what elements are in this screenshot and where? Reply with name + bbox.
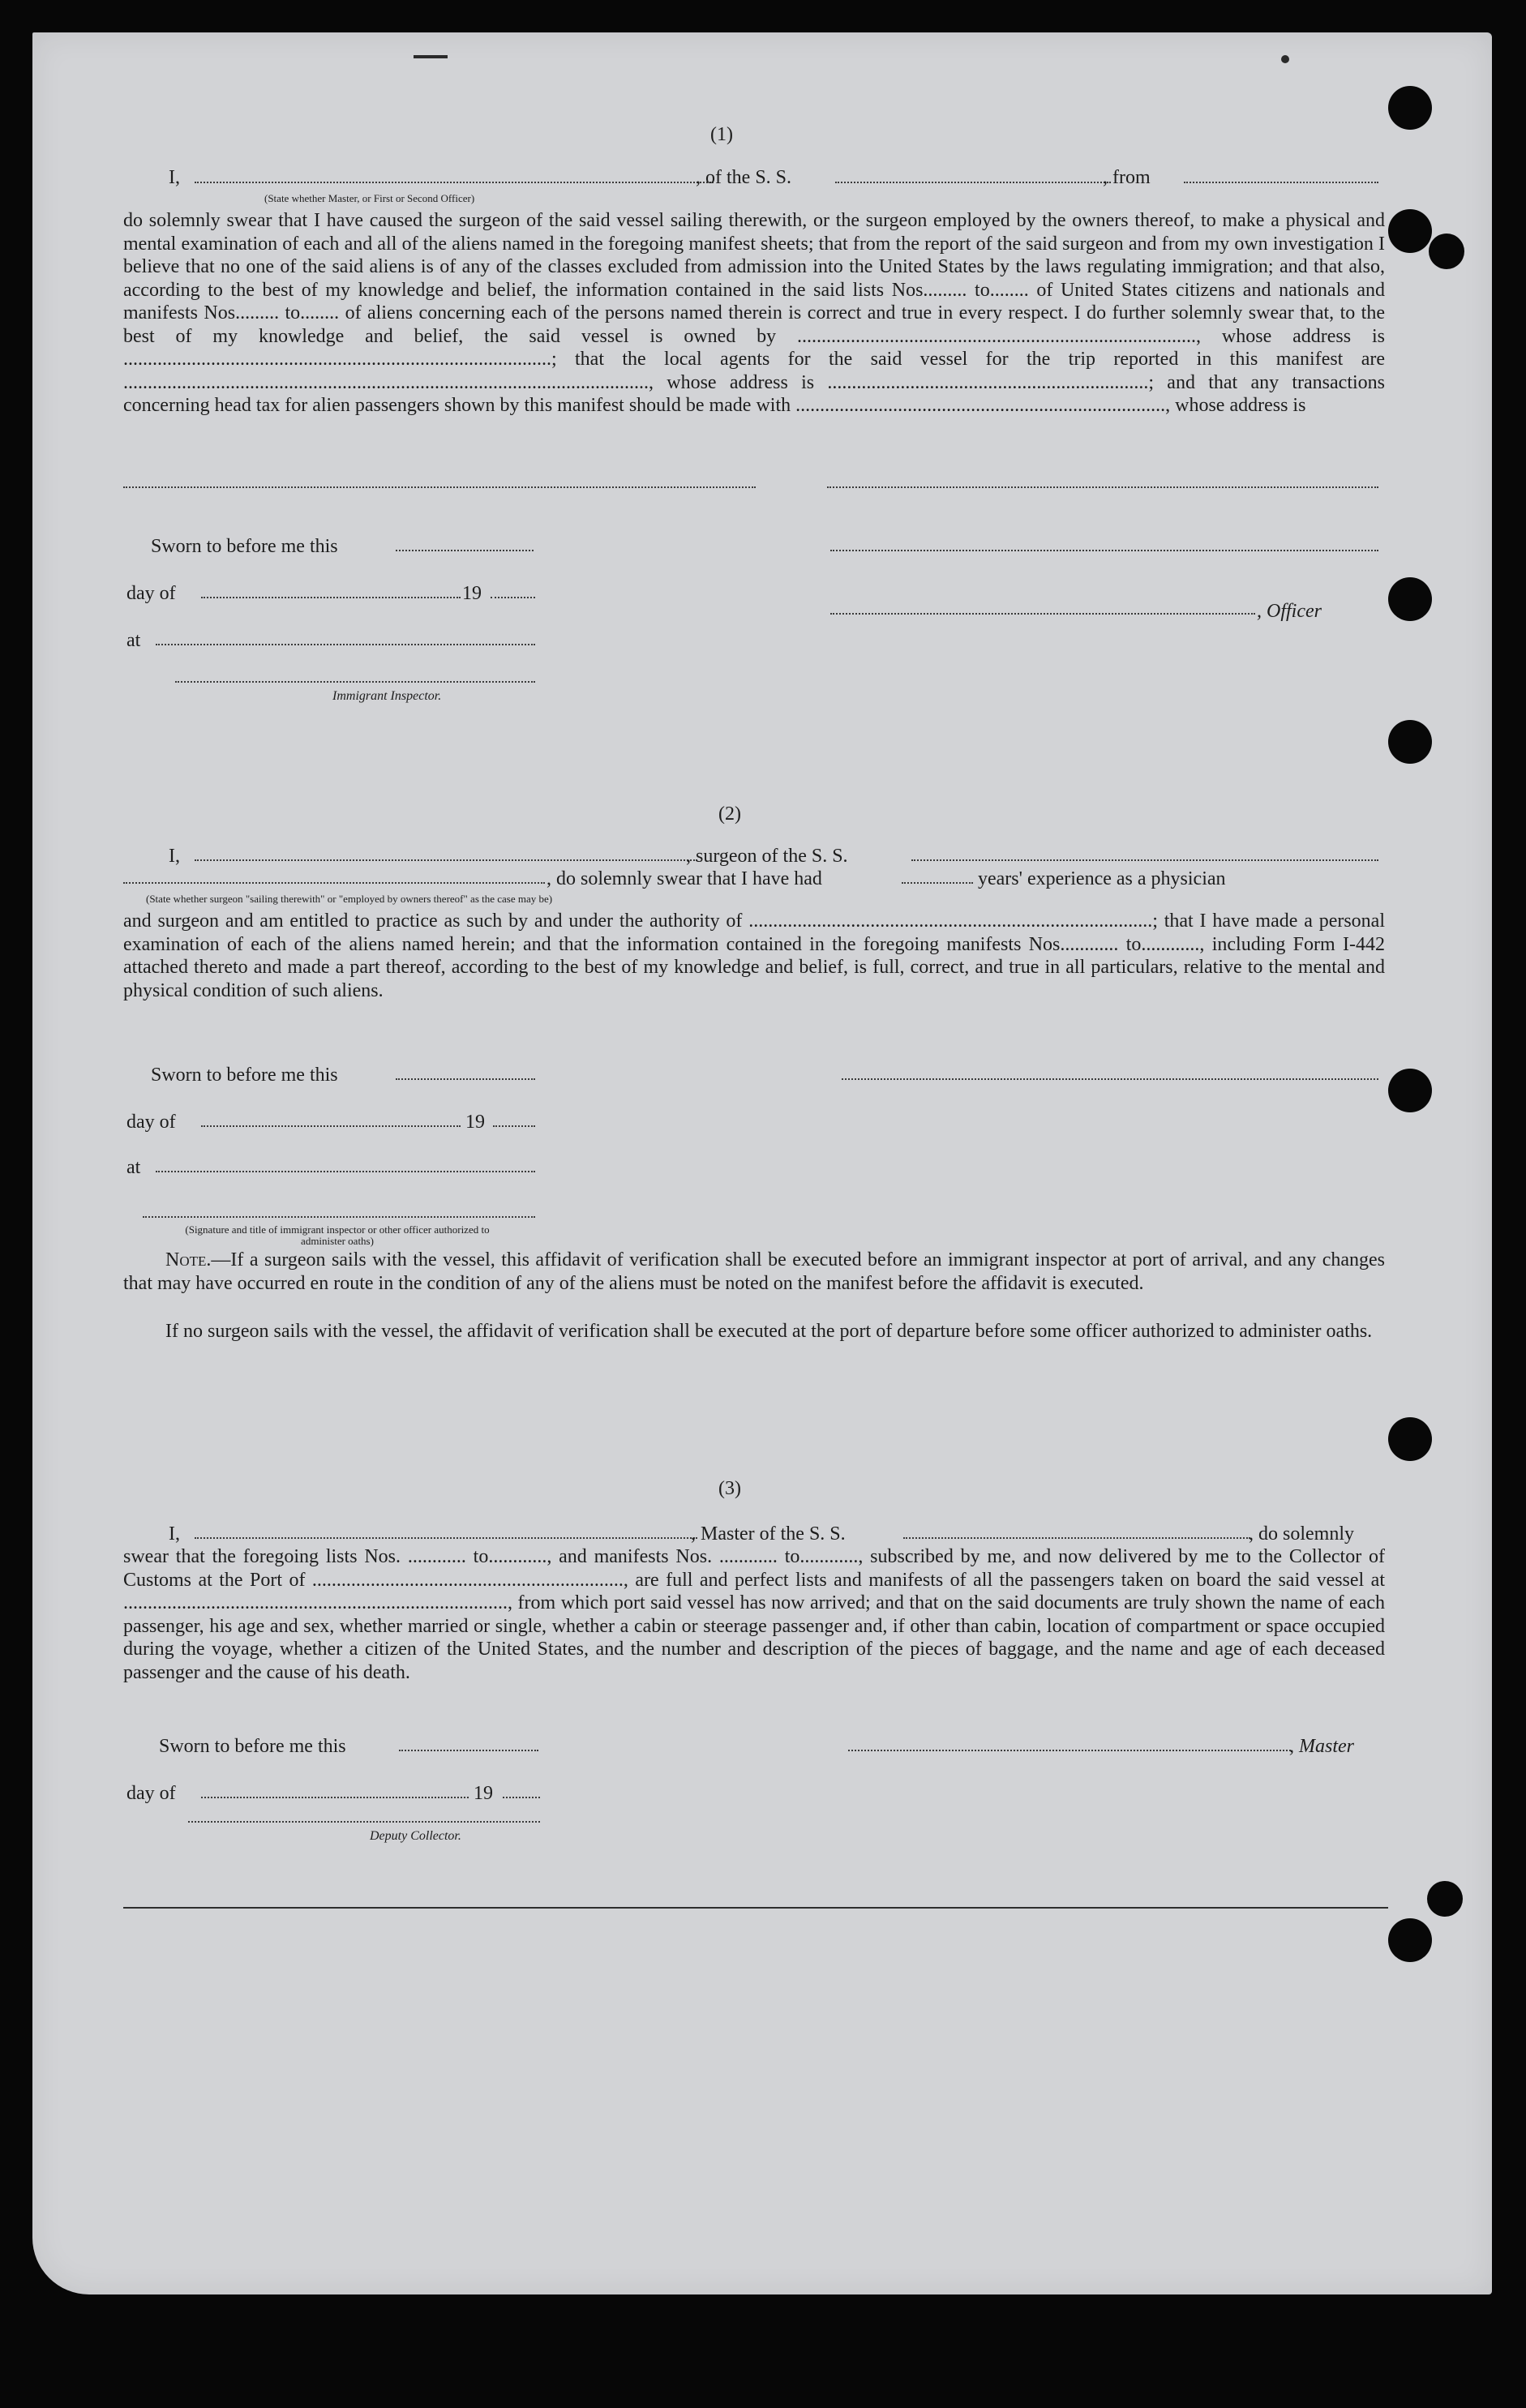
- signature-caption: (Signature and title of immigrant inspector or other officer authorized to administer oaths): [185, 1223, 490, 1247]
- surgeon-signature-line: [842, 1078, 1378, 1080]
- vessel-line: [903, 1537, 1250, 1539]
- swear-label: , do solemnly swear that I have had: [547, 868, 822, 889]
- at-line: [156, 644, 535, 645]
- surgeon-name-line: [195, 859, 697, 861]
- year-line: [503, 1797, 540, 1798]
- vessel-line: [911, 859, 1378, 861]
- note-label: Note.: [165, 1249, 212, 1270]
- master-name-line: [195, 1537, 697, 1539]
- section2-body: and surgeon and am entitled to practice as such by and under the authority of ...................................................................................; that I have made a personal examination of each of the aliens named herein; and that the information contained in the foregoing manifests Nos............ to............, including Form I-442 attached thereto and made a part thereof, according to the best of my knowledge and belief, is full, correct, and true in all particulars, relative to the mental and physical condition of such aliens.: [123, 910, 1385, 1001]
- punch-hole: [1388, 1417, 1432, 1461]
- master-of-label: , Master of the S. S.: [691, 1523, 846, 1545]
- address-line: [123, 486, 756, 488]
- solemnly-label: , do solemnly: [1249, 1523, 1354, 1545]
- punch-hole: [1388, 86, 1432, 130]
- of-ss-label: , of the S. S.: [696, 167, 792, 188]
- at-label: at: [126, 1157, 141, 1178]
- punch-hole: [1429, 234, 1464, 269]
- day-line: [201, 1125, 461, 1127]
- section1-body: do solemnly swear that I have caused the surgeon of the said vessel sailing therewith, or the surgeon employed by the owners thereof, to make a physical and mental examination of each and all of the aliens named in the foregoing manifest sheets; that from the report of the said surgeon and from my own investigation I believe that no one of the said aliens is of any of the classes excluded from admission into the United States by the laws regulating immigration; and that also, according to the best of my knowledge and belief, the information contained in the said lists Nos......... to........ of United States citizens and nationals and manifests Nos......... to........ of aliens concerning each of the persons named therein is correct and true in every respect. I do further solemnly swear that, to the best of my knowledge and belief, the said vessel is owned by .................................................................................., whose address is ........................................................................................; that the local agents for the said vessel for the trip reported in this manifest are ............................................................................................................, whose address is ..................................................................; and that any transactions concerning head tax for alien passengers shown by this manifest should be made with ............................................................................, whose address is: [123, 210, 1385, 416]
- intro-lead: I,: [169, 167, 180, 188]
- day-line: [201, 1797, 469, 1798]
- year-prefix: 19: [465, 1112, 485, 1133]
- from-label: , from: [1103, 167, 1151, 188]
- sworn-label: Sworn to before me this: [151, 536, 338, 557]
- year-line: [491, 597, 535, 598]
- note-text: —If a surgeon sails with the vessel, this affidavit of verification shall be executed before an immigrant inspector at port of arrival, and any changes that may have occurred en route in the condition of any of the aliens must be noted on the manifest before the affidavit is executed.: [123, 1249, 1385, 1294]
- section3-body: swear that the foregoing lists Nos. ............ to............, and manifests Nos. ............ to............, subscribed by me, and now delivered by me to the Collector of Customs at the Port of ................................................................, are full and perfect lists and manifests of all the passengers taken on board the said vessel at ..............................................................................., from which port said vessel has now arrived; and that on the said documents are truly shown the name of each passenger, his age and sex, whether married or single, whether a cabin or steerage passenger and, if other than cabin, location of compartment or space occupied during the voyage, whether a citizen of the United States, and the number and description of the pieces of baggage, and the name and age of each deceased passenger and the cause of his death.: [123, 1546, 1385, 1683]
- years-line: [902, 882, 973, 884]
- official-signature-line: [143, 1216, 535, 1218]
- surgeon-note-2: If no surgeon sails with the vessel, the affidavit of verification shall be executed at the port of departure before some officer authorized to administer oaths.: [165, 1321, 1373, 1342]
- inspector-signature-line: [175, 681, 535, 683]
- day-of-label: day of: [126, 583, 176, 604]
- sworn-line: [396, 1078, 535, 1080]
- intro-lead: I,: [169, 846, 180, 867]
- at-line: [156, 1171, 535, 1172]
- punch-hole: [1388, 1069, 1432, 1112]
- sworn-line: [396, 550, 534, 551]
- vessel-line: [835, 182, 1111, 183]
- punch-hole: [1427, 1881, 1463, 1917]
- section-number: (2): [718, 803, 741, 825]
- master-caption: , Master: [1289, 1736, 1354, 1757]
- section-number: (1): [710, 124, 733, 145]
- ink-mark: [1281, 55, 1289, 63]
- at-label: at: [126, 630, 141, 651]
- punch-hole: [1388, 209, 1432, 253]
- intro-lead: I,: [169, 1523, 180, 1545]
- officer-caption: , Officer: [1257, 601, 1322, 622]
- officer-signature-line: [830, 550, 1378, 551]
- punch-hole: [1388, 1918, 1432, 1962]
- sworn-label: Sworn to before me this: [159, 1736, 346, 1757]
- from-line: [1184, 182, 1378, 183]
- day-of-label: day of: [126, 1112, 176, 1133]
- surgeon-status-note: (State whether surgeon "sailing therewith" or "employed by owners thereof" as the case may be): [146, 893, 553, 905]
- address-line: [827, 486, 1378, 488]
- officer-line: [830, 613, 1255, 615]
- punch-hole: [1388, 577, 1432, 621]
- section-number: (3): [718, 1478, 741, 1499]
- ink-mark: [414, 55, 448, 58]
- document-page: [32, 32, 1492, 2294]
- surgeon-status-line: [123, 882, 545, 884]
- day-of-label: day of: [126, 1783, 176, 1804]
- surgeon-of-label: , surgeon of the S. S.: [686, 846, 848, 867]
- day-line: [201, 597, 461, 598]
- deputy-caption: Deputy Collector.: [370, 1829, 461, 1843]
- year-prefix: 19: [474, 1783, 493, 1804]
- bottom-rule: [123, 1907, 1388, 1909]
- year-line: [493, 1125, 535, 1127]
- year-prefix: 19: [462, 583, 482, 604]
- rank-note: (State whether Master, or First or Second Officer): [264, 192, 475, 204]
- deputy-signature-line: [188, 1821, 540, 1823]
- surgeon-note: [123, 1249, 1385, 1295]
- inspector-caption: Immigrant Inspector.: [332, 689, 442, 703]
- punch-hole: [1388, 720, 1432, 764]
- officer-name-line: [195, 182, 714, 183]
- master-signature-line: [848, 1750, 1291, 1751]
- years-label: years' experience as a physician: [978, 868, 1226, 889]
- sworn-label: Sworn to before me this: [151, 1065, 338, 1086]
- sworn-line: [399, 1750, 538, 1751]
